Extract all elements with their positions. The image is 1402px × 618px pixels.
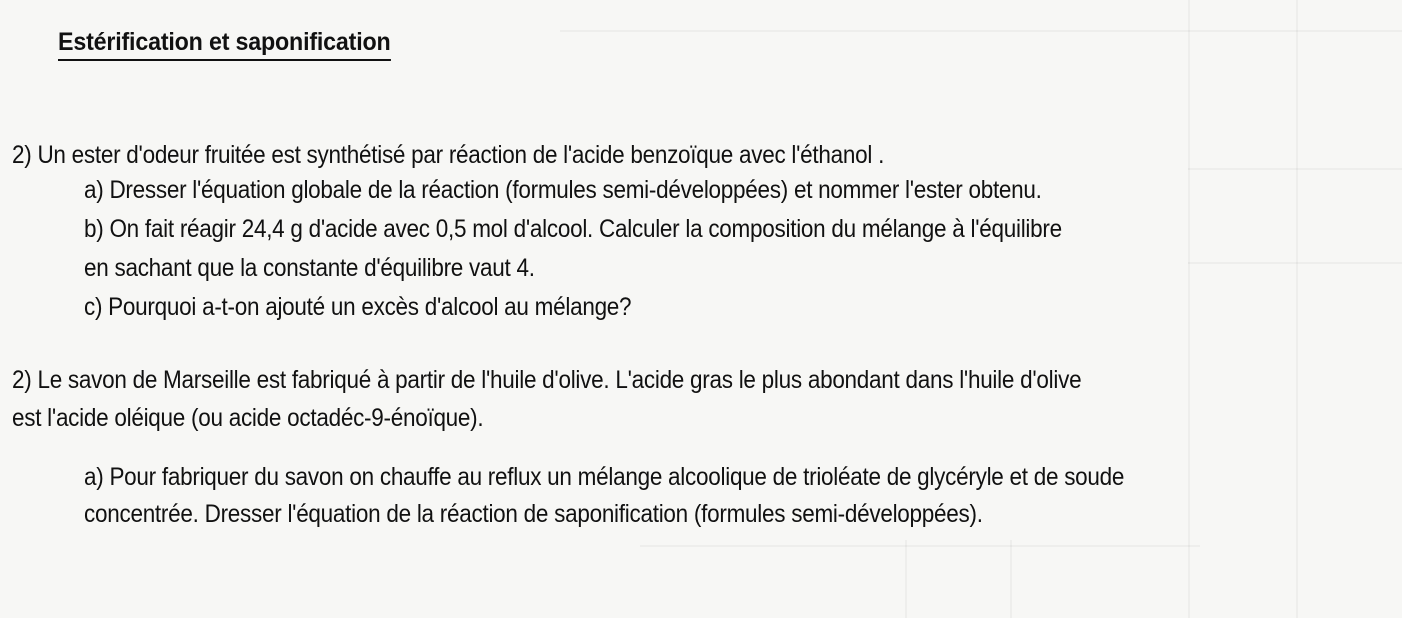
question-1-part-b-line-1: b) On fait réagir 24,4 g d'acide avec 0,5 mol d'alcool. Calculer la composition du mélange à l'équilibre [84,215,1062,243]
page-title: Estérification et saponification [58,28,391,61]
show-through-line [1188,262,1402,264]
show-through-line [640,545,1200,547]
question-2-part-a-line-2: concentrée. Dresser l'équation de la réaction de saponification (formules semi-développées). [84,500,983,528]
show-through-line [1296,0,1298,618]
show-through-line [560,30,1402,32]
question-1-part-b-line-2: en sachant que la constante d'équilibre vaut 4. [84,254,535,282]
question-1-part-a: a) Dresser l'équation globale de la réaction (formules semi-développées) et nommer l'ester obtenu. [84,176,1042,204]
question-1-part-c: c) Pourquoi a-t-on ajouté un excès d'alcool au mélange? [84,293,632,321]
question-1-intro: 2) Un ester d'odeur fruitée est synthétisé par réaction de l'acide benzoïque avec l'éthanol . [12,141,885,169]
question-2-intro-line-2: est l'acide oléique (ou acide octadéc-9-énoïque). [12,404,484,432]
show-through-line [1010,540,1012,618]
question-2-intro-line-1: 2) Le savon de Marseille est fabriqué à partir de l'huile d'olive. L'acide gras le plus abondant dans l'huile d'olive [12,366,1082,394]
show-through-line [1188,168,1402,170]
show-through-line [1188,0,1190,618]
show-through-line [905,540,907,618]
question-2-part-a-line-1: a) Pour fabriquer du savon on chauffe au reflux un mélange alcoolique de trioléate de glycéryle et de soude [84,463,1125,491]
